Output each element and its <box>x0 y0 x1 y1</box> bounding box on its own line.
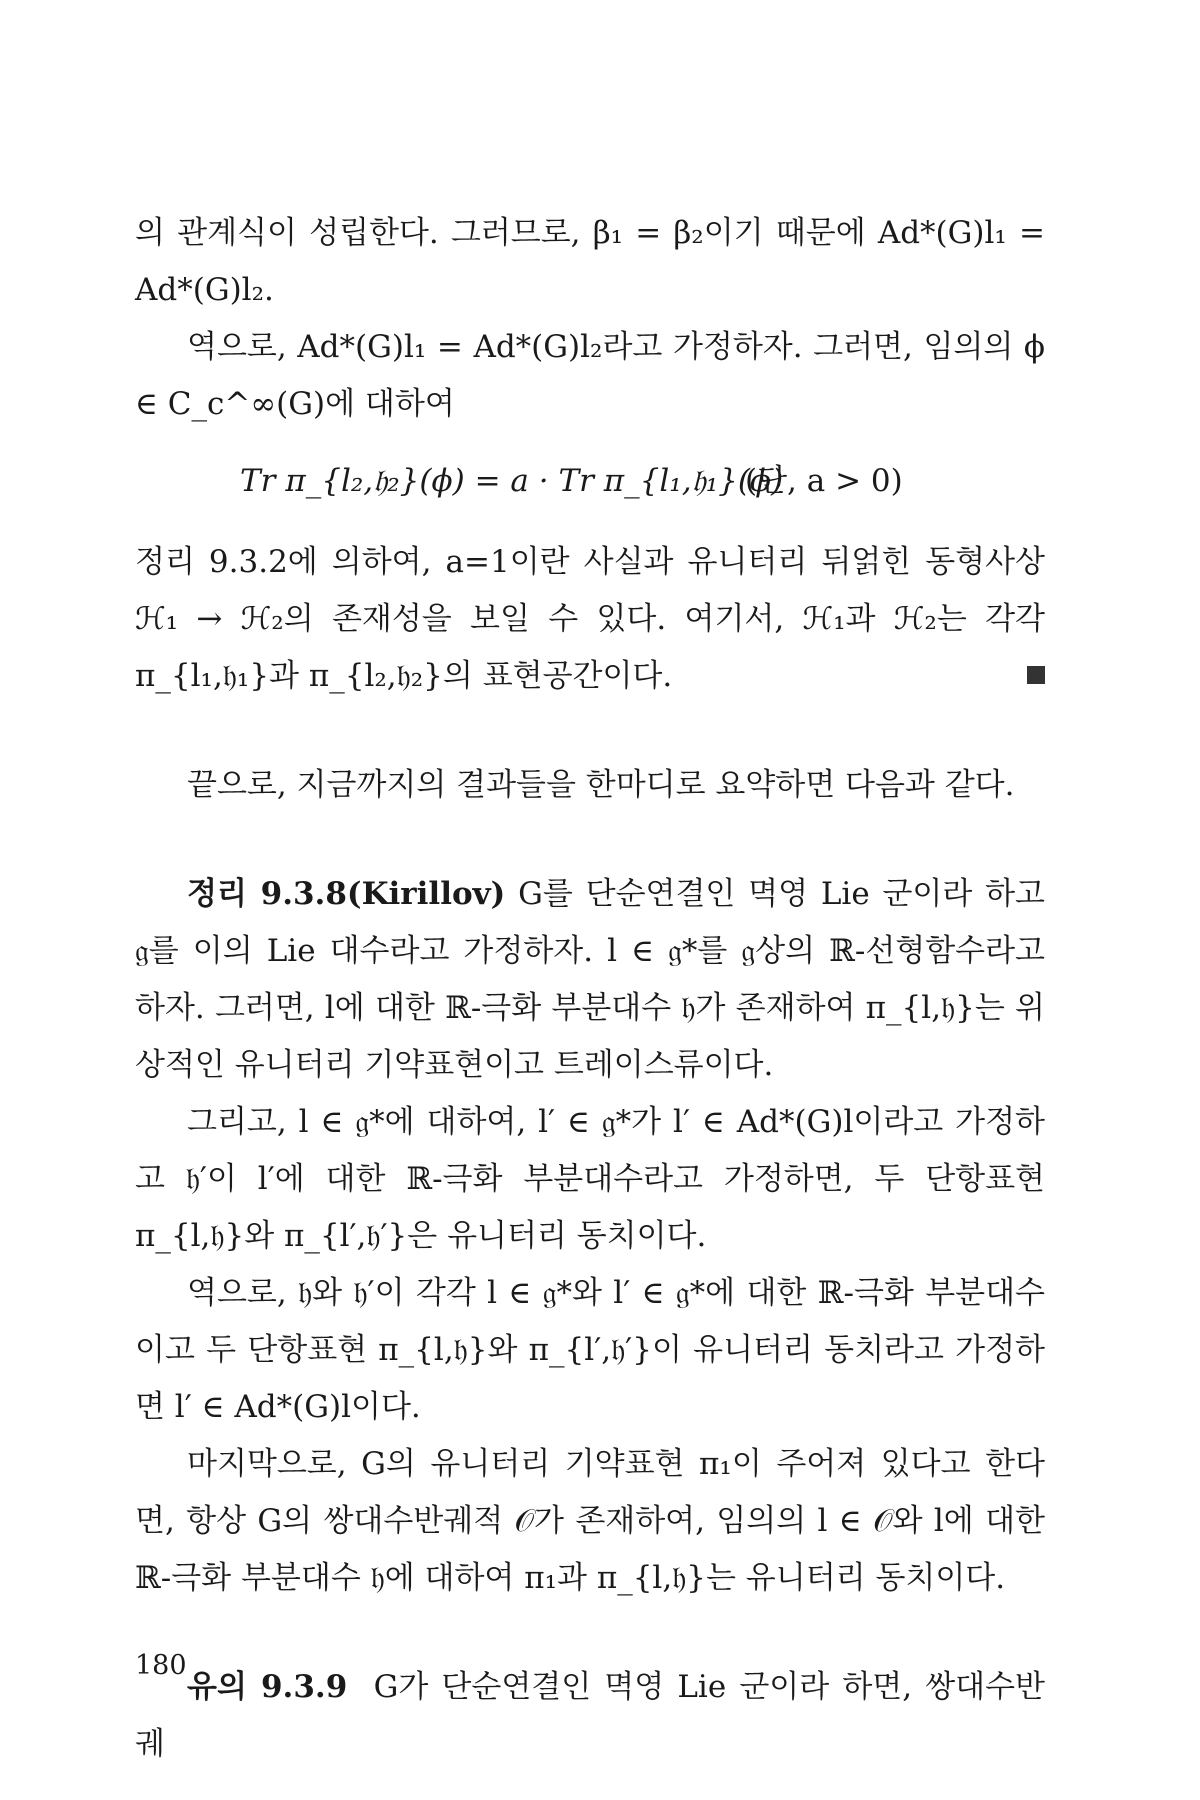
qed-square-icon <box>1027 666 1045 684</box>
page-number: 180 <box>135 1650 187 1681</box>
display-equation <box>135 453 1045 510</box>
remark-statement <box>135 1659 1045 1773</box>
trace-formula: Tr π_{l₂,𝔥₂}(ϕ) = a · Tr π_{l₁,𝔥₁}(ϕ) <box>240 463 784 499</box>
paragraph-summary-intro: 끝으로, 지금까지의 결과들을 한마디로 요약하면 다음과 같다. <box>187 767 1015 803</box>
paragraph-theorem-reference-text: 정리 9.3.2에 의하여, a=1이란 사실과 유니터리 뒤얽힌 동형사상 ℋ₁ → ℋ₂의 존재성을 보일 수 있다. 여기서, ℋ₁과 ℋ₂는 각각 π_{l₁,𝔥₁}과 π_{l₂,𝔥₂}의 표현공간이다. <box>135 544 1045 694</box>
remark-label: 유의 9.3.9 <box>187 1669 348 1705</box>
page-body <box>135 205 1045 1773</box>
theorem-text-2: 그리고, l ∈ 𝔤*에 대하여, l′ ∈ 𝔤*가 l′ ∈ Ad*(G)l이라고 가정하고 𝔥′이 l′에 대한 ℝ-극화 부분대수라고 가정하면, 두 단항표현 π_{l,𝔥}와 π_{l′,𝔥′}은 유니터리 동치이다. <box>135 1104 1045 1254</box>
theorem-text-4: 마지막으로, G의 유니터리 기약표현 π₁이 주어져 있다고 한다면, 항상 G의 쌍대수반궤적 𝒪가 존재하여, 임의의 l ∈ 𝒪와 l에 대한 ℝ-극화 부분대수 𝔥에 대하여 π₁과 π_{l,𝔥}는 유니터리 동치이다. <box>135 1446 1045 1596</box>
theorem-statement <box>135 866 1045 1094</box>
formula-condition: (단, a > 0) <box>745 463 903 499</box>
paragraph-converse: 역으로, Ad*(G)l₁ = Ad*(G)l₂라고 가정하자. 그러면, 임의의 ϕ ∈ C_c^∞(G)에 대하여 <box>135 329 1045 422</box>
paragraph-conclusion: 의 관계식이 성립한다. 그러므로, β₁ = β₂이기 때문에 Ad*(G)l₁ = Ad*(G)l₂. <box>135 215 1045 308</box>
remark-text: G가 단순연결인 멱영 Lie 군이라 하면, 쌍대수반궤 <box>135 1669 1045 1762</box>
paragraph-theorem-reference <box>135 534 1045 705</box>
theorem-text-3: 역으로, 𝔥와 𝔥′이 각각 l ∈ 𝔤*와 l′ ∈ 𝔤*에 대한 ℝ-극화 부분대수이고 두 단항표현 π_{l,𝔥}와 π_{l′,𝔥′}이 유니터리 동치라고 가정하면 l′ ∈ Ad*(G)l이다. <box>135 1275 1045 1425</box>
theorem-label: 정리 9.3.8(Kirillov) <box>187 876 506 912</box>
theorem-text-1: G를 단순연결인 멱영 Lie 군이라 하고 𝔤를 이의 Lie 대수라고 가정하자. l ∈ 𝔤*를 𝔤상의 ℝ-선형함수라고 하자. 그러면, l에 대한 ℝ-극화 부분대수 𝔥가 존재하여 π_{l,𝔥}는 위상적인 유니터리 기약표현이고 트레이스류이다. <box>135 876 1045 1083</box>
